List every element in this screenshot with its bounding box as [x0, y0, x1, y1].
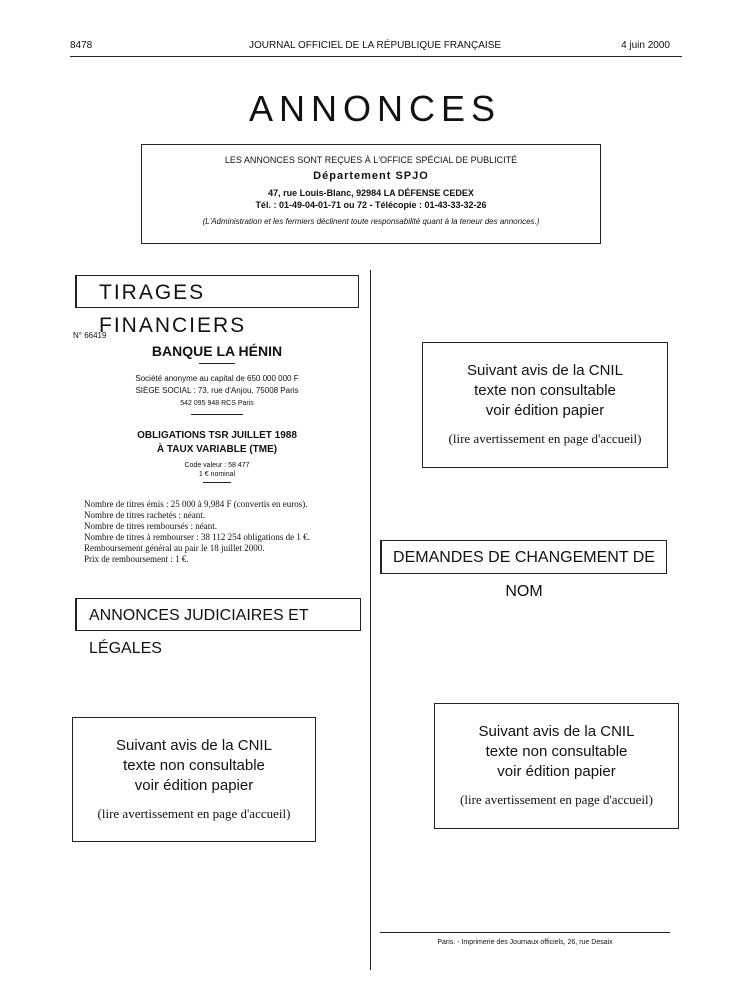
- cnil-note: (lire avertissement en page d'accueil): [460, 792, 653, 807]
- section-heading-tirages: TIRAGES FINANCIERS: [75, 275, 359, 308]
- bank-name: BANQUE LA HÉNIN: [151, 343, 283, 359]
- detail-line: Nombre de titres à rembourser : 38 112 254 obligations de 1 €.: [84, 532, 310, 542]
- detail-line: Nombre de titres émis : 25 000 à 9,984 F (convertis en euros).: [84, 499, 308, 509]
- code-valeur: Code valeur : 58 477: [184, 462, 250, 469]
- info-line-1: LES ANNONCES SONT REÇUES À L'OFFICE SPÉCIAL DE PUBLICITÉ: [224, 155, 518, 165]
- footer-divider: [380, 932, 670, 933]
- cnil-line-2: texte non consultable: [474, 382, 616, 399]
- nominal-value: 1 € nominal: [198, 471, 236, 478]
- header-divider: [70, 56, 682, 57]
- info-address: 47, rue Louis-Blanc, 92984 LA DÉFENSE CEDEX: [268, 188, 474, 198]
- journal-title: JOURNAL OFFICIEL DE LA RÉPUBLIQUE FRANÇAISE: [248, 40, 502, 51]
- cnil-notice-box: [434, 703, 679, 829]
- redemption-details: [84, 499, 364, 565]
- obligations-rate: À TAUX VARIABLE (TME): [156, 444, 278, 455]
- cnil-line-3: voir édition papier: [497, 763, 616, 780]
- detail-line: Remboursement général au pair le 18 juillet 2000.: [84, 543, 265, 553]
- detail-line: Nombre de titres rachetés : néant.: [84, 510, 205, 520]
- section-heading-changement-nom: DEMANDES DE CHANGEMENT DE NOM: [380, 540, 667, 574]
- detail-line: Prix de remboursement : 1 €.: [84, 554, 189, 564]
- printer-imprint: Paris. - Imprimerie des Journaux officiels, 26, rue Desaix: [437, 939, 613, 946]
- cnil-note: (lire avertissement en page d'accueil): [97, 806, 291, 821]
- detail-line: Nombre de titres remboursés : néant.: [84, 521, 217, 531]
- bank-name-rule: [199, 363, 235, 364]
- cnil-line-3: voir édition papier: [485, 402, 605, 419]
- notice-number: N° 66419: [73, 331, 107, 340]
- bank-info-rule: [191, 414, 243, 415]
- bank-capital: Société anonyme au capital de 650 000 000 F: [135, 374, 299, 383]
- info-disclaimer: (L'Administration et les fermiers déclinent toute responsabilité quant à la teneur des annonces.): [202, 217, 540, 226]
- cnil-line-3: voir édition papier: [134, 777, 254, 794]
- bank-head-office: SIÈGE SOCIAL : 73, rue d'Anjou, 75008 Paris: [135, 386, 299, 395]
- page-title: ANNONCES: [248, 88, 502, 129]
- cnil-line-1: Suivant avis de la CNIL: [116, 737, 272, 754]
- cnil-note: (lire avertissement en page d'accueil): [448, 431, 642, 446]
- issue-date: 4 juin 2000: [621, 40, 670, 51]
- obligations-rule: [203, 482, 231, 483]
- section-heading-judiciaires: ANNONCES JUDICIAIRES ET LÉGALES: [75, 598, 361, 631]
- cnil-notice-box: [422, 342, 668, 468]
- info-phone: Tél. : 01-49-04-01-71 ou 72 - Télécopie : 01-43-33-32-26: [255, 200, 487, 210]
- info-department: Département SPJO: [313, 170, 429, 182]
- column-divider: [370, 270, 371, 970]
- cnil-line-2: texte non consultable: [485, 743, 628, 760]
- cnil-line-2: texte non consultable: [123, 757, 265, 774]
- cnil-line-1: Suivant avis de la CNIL: [478, 723, 635, 740]
- cnil-notice-box: [72, 717, 316, 842]
- page-number: 8478: [70, 40, 93, 51]
- bank-rcs: 542 095 948 RCS Paris: [180, 400, 254, 407]
- cnil-line-1: Suivant avis de la CNIL: [467, 362, 623, 379]
- publicity-office-box: [141, 144, 601, 244]
- obligations-title: OBLIGATIONS TSR JUILLET 1988: [137, 430, 297, 441]
